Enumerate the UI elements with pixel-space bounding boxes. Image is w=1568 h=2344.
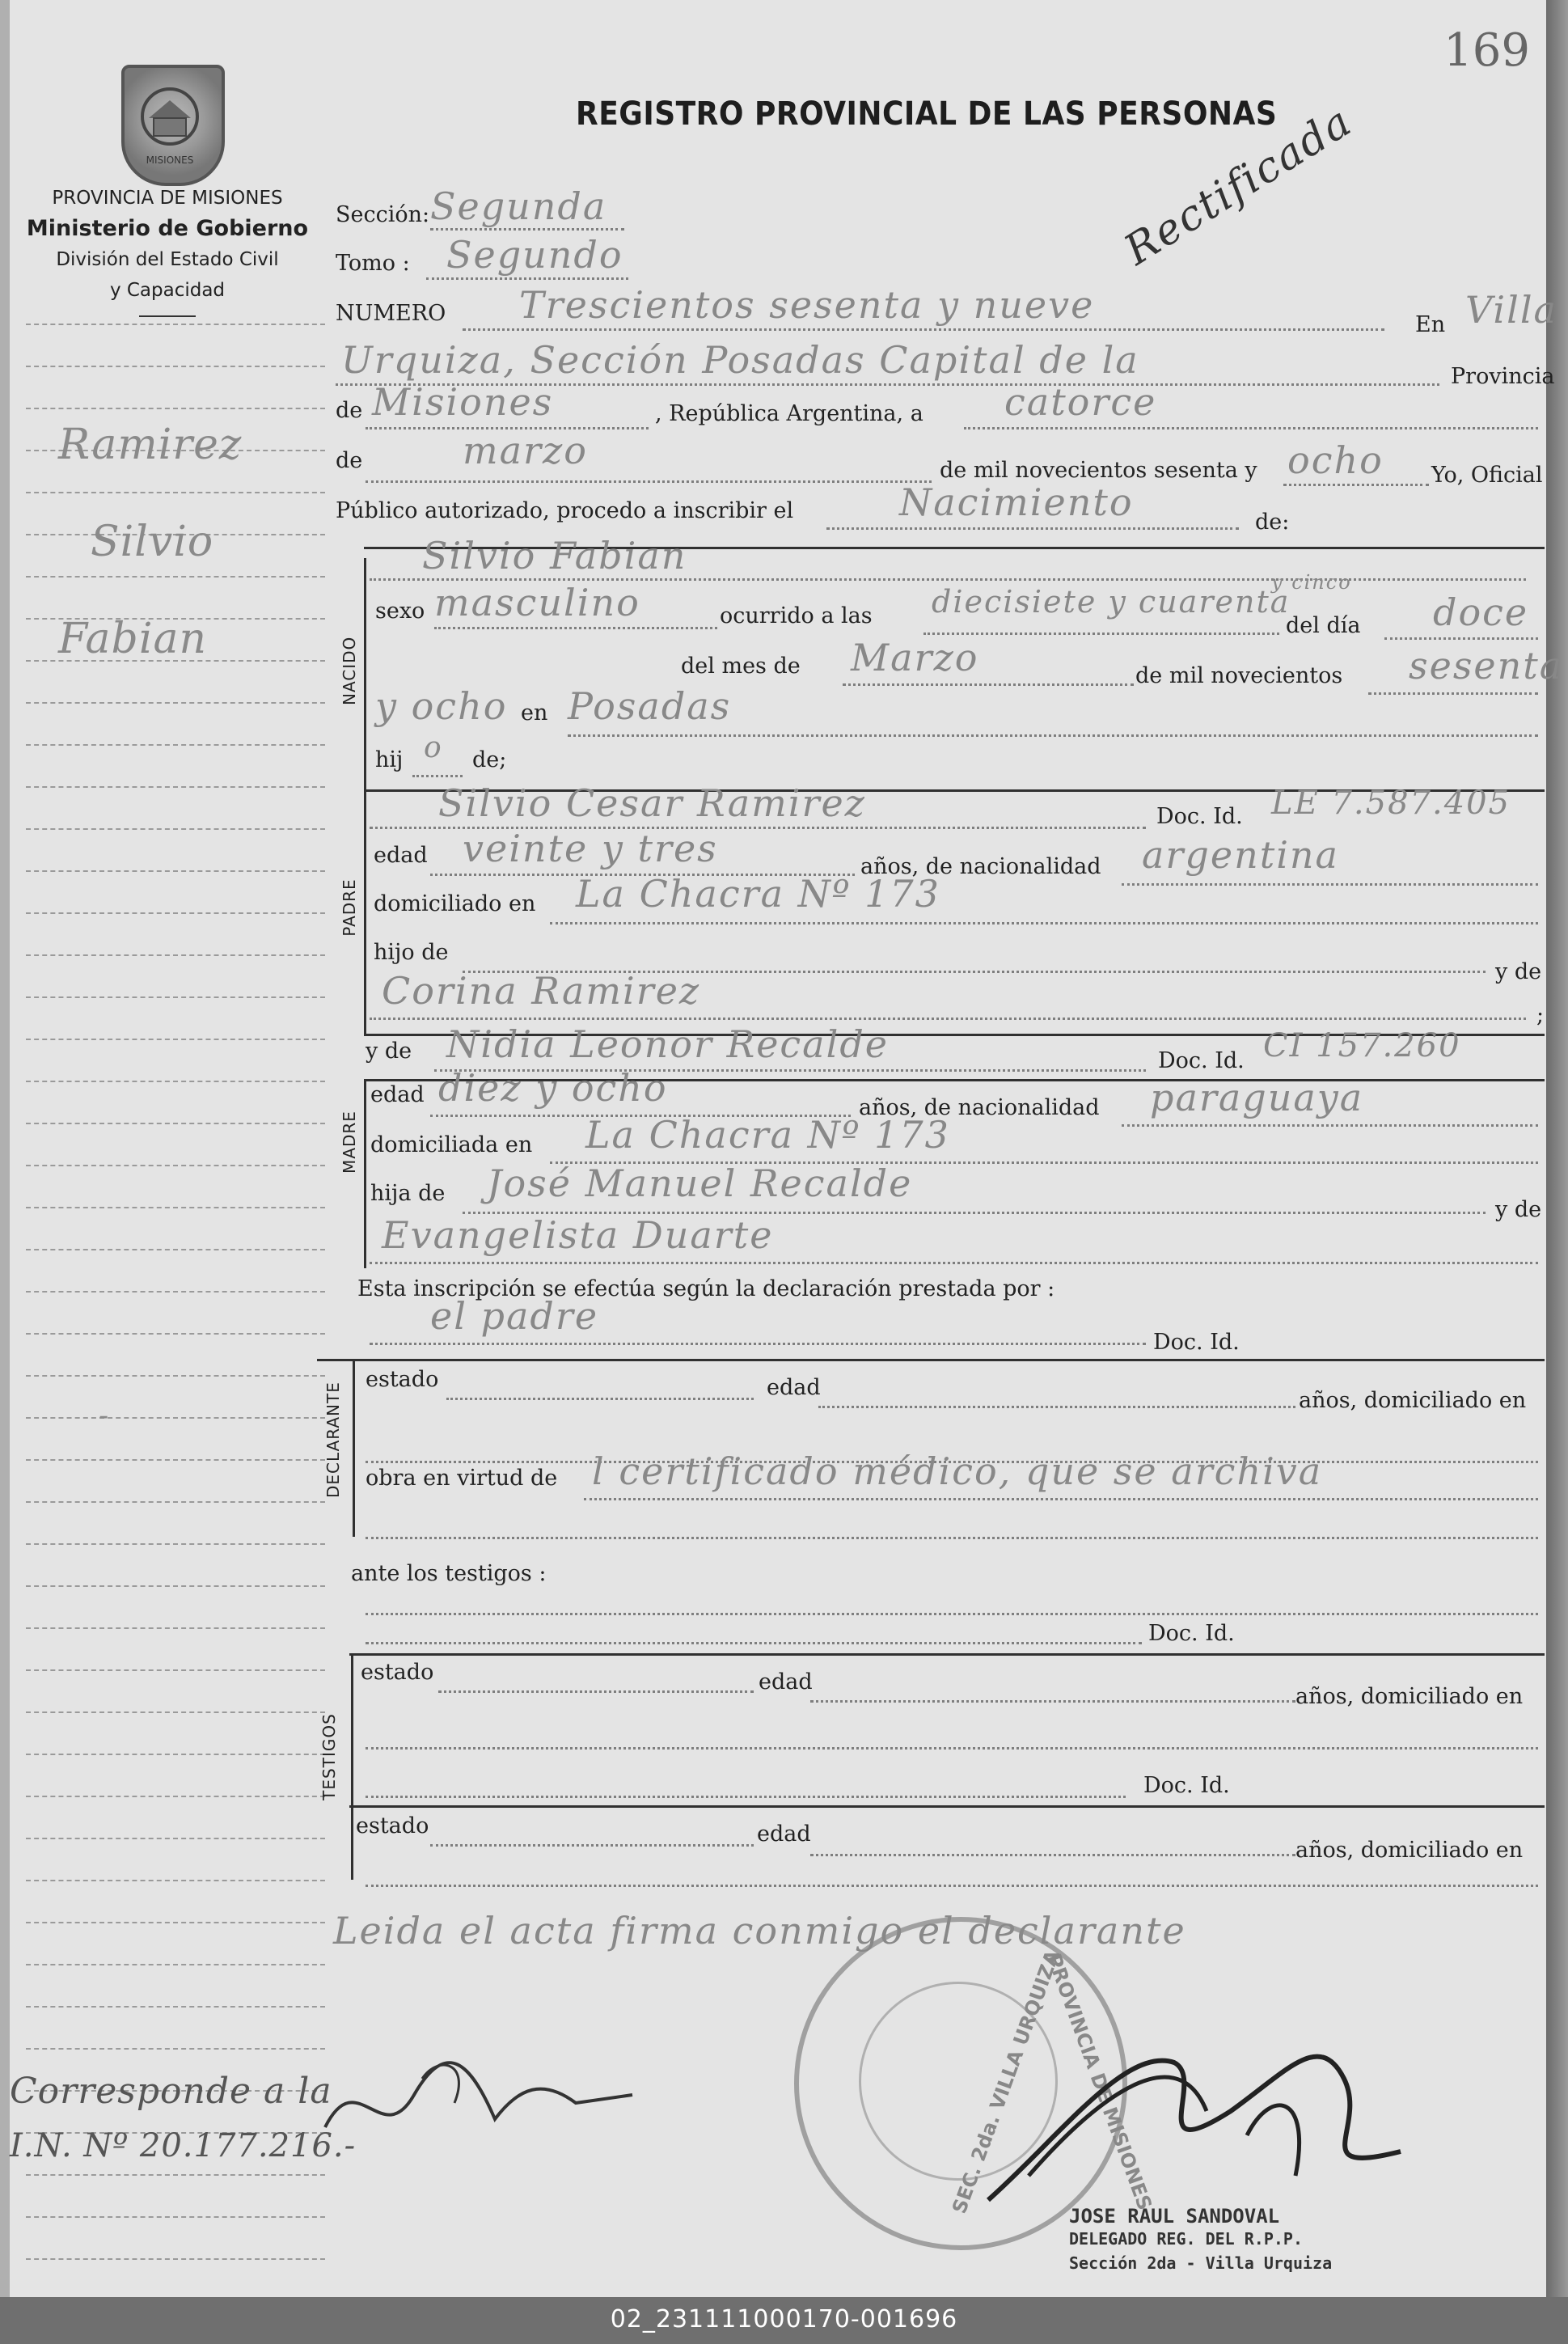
value-madre-edad: diez y ocho — [438, 1066, 668, 1110]
semicolon-mark: ; — [1536, 1003, 1545, 1028]
label-obra: obra en virtud de — [366, 1466, 558, 1491]
label-seccion: Sección: — [336, 202, 430, 227]
label-hij: hij — [375, 747, 404, 772]
document-id: 02_231111000170-001696 — [610, 2305, 958, 2333]
value-abuela-materna: Evangelista Duarte — [382, 1213, 774, 1257]
label-declaracion: Esta inscripción se efectúa según la declaración prestada por : — [357, 1276, 1055, 1301]
value-obra: l certificado médico, que se archiva — [592, 1449, 1323, 1493]
margin-correspondence-line2: I.N. Nº 20.177.216.- — [10, 2127, 357, 2164]
svg-text:MISIONES: MISIONES — [146, 154, 194, 166]
label-declarante-domicilio: años, domiciliado en — [1299, 1388, 1527, 1413]
declarant-signature-icon — [309, 2030, 649, 2160]
value-madre-doc: CI 157.260 — [1263, 1027, 1461, 1064]
label-del-dia: del día — [1286, 613, 1361, 638]
rectificada-annotation: Rectificada — [1116, 97, 1361, 275]
label-del-mes: del mes de — [681, 654, 801, 679]
stamp-text-1: SEC. 2da. VILLA URQUIZA — [948, 1947, 1065, 2217]
ministry-header — [10, 183, 325, 317]
label-de-semicolon: de; — [472, 747, 507, 772]
label-testigo2-estado: estado — [356, 1813, 429, 1838]
value-hora-extra: y cinco — [1271, 571, 1352, 594]
value-tomo: Segundo — [446, 233, 623, 277]
section-label-testigos: TESTIGOS — [319, 1713, 339, 1800]
value-numero: Trescientos sesenta y nueve — [519, 283, 1095, 327]
margin-dash: - — [99, 1399, 110, 1432]
value-lugar-nac: Posadas — [568, 684, 732, 728]
label-testigo1-doc: Doc. Id. — [1148, 1621, 1235, 1646]
province-line: PROVINCIA DE MISIONES — [52, 188, 283, 209]
label-hija-de: hija de — [370, 1181, 446, 1206]
label-testigo1-estado: estado — [361, 1660, 434, 1685]
officer-name: JOSE RAUL SANDOVAL — [1069, 2205, 1280, 2228]
left-margin-column — [10, 0, 325, 2297]
label-de-2: de — [336, 448, 363, 473]
label-padre-edad: edad — [374, 843, 428, 868]
label-testigo1-edad: edad — [759, 1669, 813, 1695]
division-line: División del Estado Civil — [56, 249, 279, 270]
label-declarante-doc: Doc. Id. — [1153, 1330, 1240, 1355]
label-declarante-estado: estado — [366, 1367, 439, 1392]
section-label-declarante: DECLARANTE — [323, 1381, 343, 1498]
label-testigo2-edad: edad — [757, 1821, 811, 1847]
province-seal-icon — [121, 65, 225, 186]
value-madre-nacionalidad: paraguaya — [1150, 1076, 1364, 1119]
margin-second-name: Fabian — [58, 615, 207, 663]
value-cierre: Leida el acta firma conmigo el declarante — [333, 1909, 1186, 1953]
value-dia-nac: doce — [1433, 590, 1529, 634]
label-padre-nacionalidad: años, de nacionalidad — [860, 854, 1101, 879]
capacity-line: y Capacidad — [109, 280, 226, 301]
label-testigo2-domicilio: años, domiciliado en — [1295, 1838, 1524, 1863]
margin-surname: Ramirez — [58, 421, 243, 469]
label-en: En — [1415, 312, 1446, 337]
value-madre-nombre: Nidia Leonor Recalde — [446, 1022, 889, 1066]
label-hijo-de: hijo de — [374, 940, 449, 965]
label-madre-nacionalidad: años, de nacionalidad — [859, 1095, 1100, 1120]
label-publico: Público autorizado, procedo a inscribir el — [336, 498, 794, 523]
label-de: de — [336, 398, 363, 423]
section-label-madre: MADRE — [340, 1111, 359, 1174]
label-padre-doc: Doc. Id. — [1156, 804, 1243, 829]
label-madre-y-de-2: y de — [1495, 1197, 1542, 1222]
label-testigo2-doc: Doc. Id. — [1143, 1773, 1230, 1798]
margin-correspondence-line1: Corresponde a la — [10, 2071, 332, 2112]
value-padre-nacionalidad: argentina — [1142, 833, 1339, 877]
section-label-nacido: NACIDO — [340, 636, 359, 705]
value-padre-domicilio: La Chacra Nº 173 — [576, 872, 940, 916]
label-yo-oficial: Yo, Oficial — [1431, 463, 1543, 488]
officer-title: DELEGADO REG. DEL R.P.P. — [1069, 2229, 1303, 2249]
value-lugar: Urquiza, Sección Posadas Capital de la — [341, 338, 1139, 382]
label-de-mil-novecientos: de mil novecientos — [1135, 663, 1343, 688]
page-number: 169 — [1443, 24, 1530, 77]
label-padre-domicilio: domiciliado en — [374, 891, 536, 916]
label-testigo1-domicilio: años, domiciliado en — [1295, 1684, 1524, 1709]
value-declarante: el padre — [430, 1294, 599, 1338]
label-de-colon: de: — [1255, 510, 1290, 535]
label-madre-domicilio: domiciliada en — [370, 1132, 533, 1157]
label-numero: NUMERO — [336, 301, 446, 326]
ministry-line: Ministerio de Gobierno — [26, 216, 309, 241]
value-mes: marzo — [463, 429, 588, 472]
value-acto: Nacimiento — [899, 480, 1134, 524]
label-en-2: en — [521, 700, 548, 726]
label-provincia: Provincia — [1451, 364, 1555, 389]
label-ocurrido: ocurrido a las — [720, 603, 873, 628]
margin-first-name: Silvio — [91, 518, 214, 566]
register-page — [10, 0, 1564, 2297]
value-ano-nac-a: sesenta — [1409, 644, 1564, 688]
label-mil-novecientos-sesenta: de mil novecientos sesenta y — [940, 458, 1257, 483]
label-republica: , República Argentina, a — [655, 401, 923, 426]
value-sexo: masculino — [434, 581, 640, 624]
page-title: REGISTRO PROVINCIAL DE LAS PERSONAS — [576, 95, 1278, 133]
value-en: Villa — [1465, 288, 1557, 332]
value-mes-nac: Marzo — [851, 636, 979, 679]
label-madre-edad: edad — [370, 1082, 425, 1107]
stamp-text-2: PROVINCIA DE MISIONES — [1042, 1950, 1156, 2214]
value-hij-suffix: o — [424, 731, 443, 764]
officer-section: Sección 2da - Villa Urquiza — [1069, 2253, 1333, 2273]
label-madre-y-de: y de — [366, 1039, 412, 1064]
value-abuelo-materno: José Manuel Recalde — [487, 1161, 913, 1205]
value-abuela-paterna: Corina Ramirez — [382, 969, 701, 1013]
value-madre-domicilio: La Chacra Nº 173 — [585, 1113, 950, 1157]
label-declarante-edad: edad — [767, 1375, 821, 1400]
label-madre-doc: Doc. Id. — [1158, 1048, 1245, 1073]
value-ano: ocho — [1287, 438, 1384, 482]
section-label-padre: PADRE — [340, 878, 359, 937]
officer-signature-icon — [964, 2014, 1417, 2224]
value-provincia: Misiones — [372, 380, 554, 424]
label-sexo: sexo — [375, 599, 425, 624]
value-padre-doc: LE 7.587.405 — [1271, 785, 1511, 822]
value-seccion: Segunda — [430, 184, 607, 228]
value-dia: catorce — [1004, 380, 1157, 424]
value-padre-edad: veinte y tres — [463, 827, 718, 870]
value-ano-nac-b: y ocho — [375, 684, 508, 728]
label-tomo: Tomo : — [336, 251, 410, 276]
label-padre-y-de: y de — [1495, 959, 1542, 984]
page-edge — [1546, 0, 1568, 2297]
value-padre-nombre: Silvio Cesar Ramirez — [438, 781, 866, 825]
value-hora: diecisiete y cuarenta — [932, 584, 1291, 620]
label-ante-testigos: ante los testigos : — [351, 1561, 547, 1586]
value-nombre: Silvio Fabian — [422, 534, 687, 578]
book-spine — [0, 0, 10, 2297]
